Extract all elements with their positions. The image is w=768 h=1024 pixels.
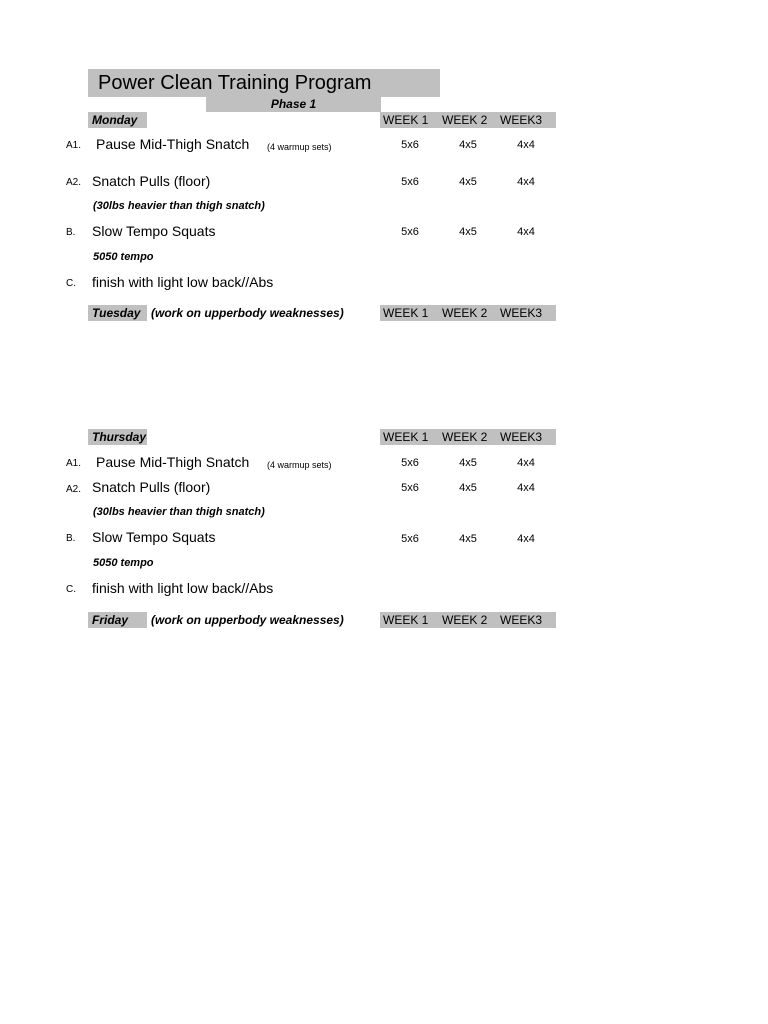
monday-b-week3: 4x4 xyxy=(517,226,535,238)
friday-week1-header: WEEK 1 xyxy=(383,613,429,627)
monday-a2-week2: 4x5 xyxy=(459,176,477,188)
tuesday-week3-header: WEEK3 xyxy=(500,306,543,320)
monday-c-label: C. xyxy=(66,278,76,289)
thursday-a1-note: (4 warmup sets) xyxy=(267,460,332,470)
monday-a1-exercise: Pause Mid-Thigh Snatch xyxy=(96,136,250,152)
thursday-a1-label: A1. xyxy=(66,458,82,469)
thursday-c-label: C. xyxy=(66,584,76,595)
thursday-b-exercise: Slow Tempo Squats xyxy=(92,529,216,545)
friday-week2-header: WEEK 2 xyxy=(442,613,488,627)
thursday-day-label: Thursday xyxy=(92,430,147,444)
tuesday-week1-header: WEEK 1 xyxy=(383,306,429,320)
thursday-week2-header: WEEK 2 xyxy=(442,430,488,444)
monday-a2-week1: 5x6 xyxy=(401,176,419,188)
friday-week3-header: WEEK3 xyxy=(500,613,543,627)
monday-week2-header: WEEK 2 xyxy=(442,113,488,127)
monday-a2-week3: 4x4 xyxy=(517,176,535,188)
thursday-b-sub-note: 5050 tempo xyxy=(93,557,154,569)
tuesday-week2-header: WEEK 2 xyxy=(442,306,488,320)
thursday-b-week3: 4x4 xyxy=(517,533,535,545)
thursday-a2-week1: 5x6 xyxy=(401,482,419,494)
page-title: Power Clean Training Program xyxy=(98,72,372,94)
phase-label: Phase 1 xyxy=(270,97,317,111)
monday-b-week2: 4x5 xyxy=(459,226,477,238)
monday-c-exercise: finish with light low back//Abs xyxy=(92,274,274,290)
thursday-a2-week2: 4x5 xyxy=(459,482,477,494)
monday-a1-week2: 4x5 xyxy=(459,139,477,151)
tuesday-note: (work on upperbody weaknesses) xyxy=(151,306,344,320)
thursday-a2-week3: 4x4 xyxy=(517,482,535,494)
thursday-a1-week1: 5x6 xyxy=(401,457,419,469)
thursday-b-week1: 5x6 xyxy=(401,533,419,545)
monday-day-label: Monday xyxy=(92,113,138,127)
monday-a2-label: A2. xyxy=(66,177,82,188)
monday-b-week1: 5x6 xyxy=(401,226,419,238)
thursday-a2-sub-note: (30lbs heavier than thigh snatch) xyxy=(93,506,265,518)
tuesday-day-label: Tuesday xyxy=(92,306,141,320)
thursday-a1-exercise: Pause Mid-Thigh Snatch xyxy=(96,454,250,470)
monday-a1-week3: 4x4 xyxy=(517,139,535,151)
monday-a2-sub-note: (30lbs heavier than thigh snatch) xyxy=(93,200,265,212)
monday-a1-note: (4 warmup sets) xyxy=(267,142,332,152)
monday-b-exercise: Slow Tempo Squats xyxy=(92,223,216,239)
monday-b-label: B. xyxy=(66,227,76,238)
thursday-week3-header: WEEK3 xyxy=(500,430,543,444)
thursday-a1-week3: 4x4 xyxy=(517,457,535,469)
thursday-c-exercise: finish with light low back//Abs xyxy=(92,580,274,596)
thursday-a2-label: A2. xyxy=(66,484,82,495)
monday-week3-header: WEEK3 xyxy=(500,113,543,127)
thursday-week1-header: WEEK 1 xyxy=(383,430,429,444)
friday-day-label: Friday xyxy=(92,613,129,627)
monday-a1-week1: 5x6 xyxy=(401,139,419,151)
friday-note: (work on upperbody weaknesses) xyxy=(151,613,344,627)
monday-a2-exercise: Snatch Pulls (floor) xyxy=(92,173,211,189)
thursday-b-label: B. xyxy=(66,533,76,544)
thursday-a2-exercise: Snatch Pulls (floor) xyxy=(92,479,211,495)
monday-b-sub-note: 5050 tempo xyxy=(93,251,154,263)
thursday-a1-week2: 4x5 xyxy=(459,457,477,469)
monday-a1-label: A1. xyxy=(66,140,82,151)
thursday-b-week2: 4x5 xyxy=(459,533,477,545)
monday-week1-header: WEEK 1 xyxy=(383,113,429,127)
